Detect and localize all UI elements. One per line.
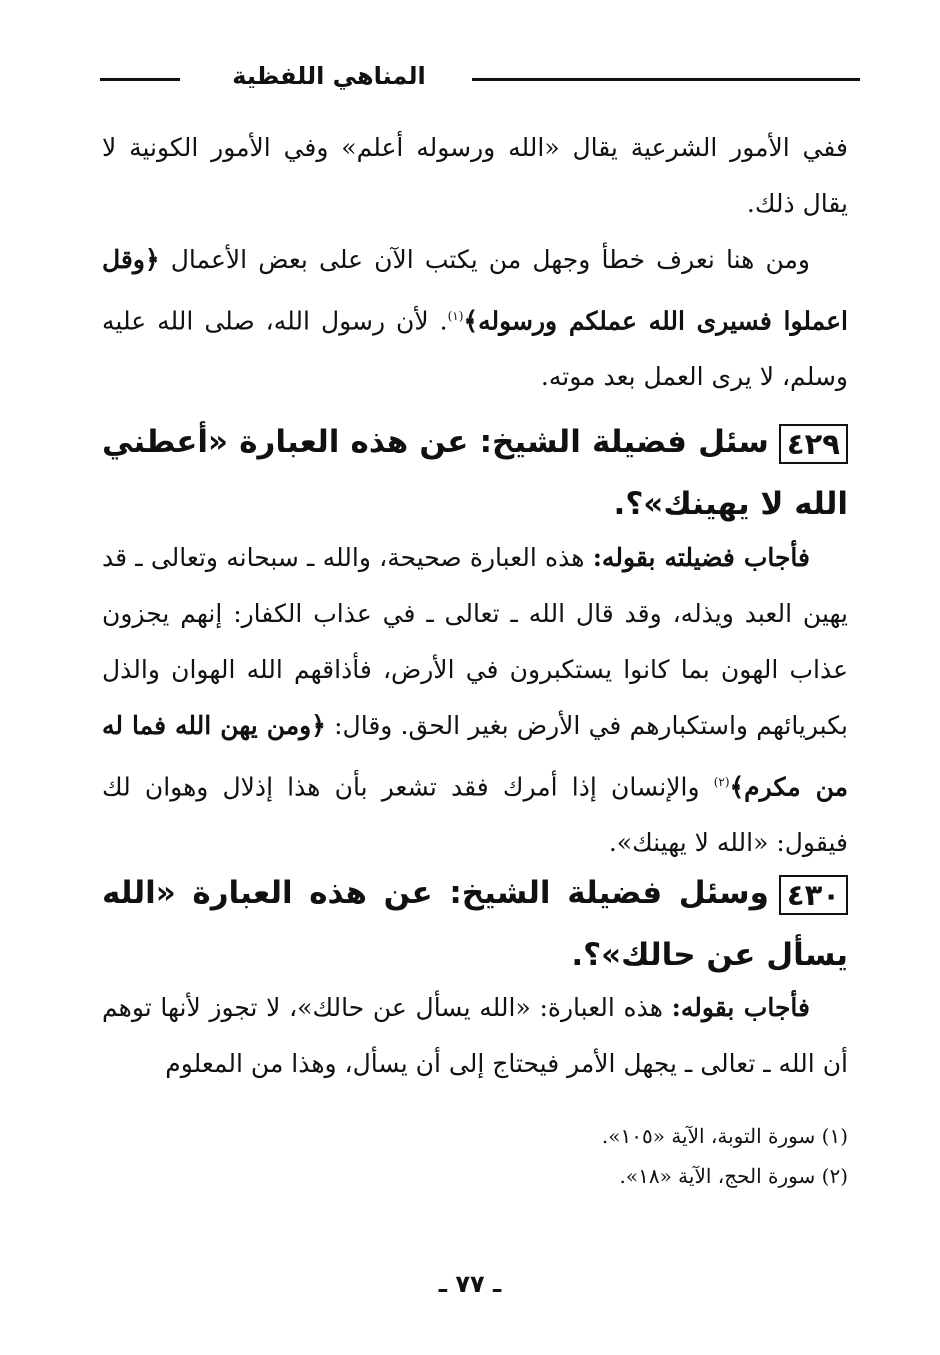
answer-430 (102, 980, 848, 1092)
intro-paragraph-2 (102, 232, 848, 405)
answer-429 (102, 530, 848, 871)
intro-section (102, 120, 848, 405)
running-header (100, 58, 860, 98)
answer-430-text-1: هذه العبارة: «الله يسأل عن حالك»، لا تجوز لأنها توهم أن الله ـ تعالى ـ يجهل الأمر فيحتاج إلى أن يسأل، وهذا من المعلوم (102, 993, 848, 1078)
question-429 (102, 411, 848, 535)
footnote-ref-2: (٢) (713, 775, 730, 789)
footnote-1: (١) سورة التوبة، الآية «١٠٥». (601, 1124, 848, 1148)
answer-430-lead: فأجاب بقوله: (671, 993, 810, 1022)
footnote-2: (٢) سورة الحج، الآية «١٨». (619, 1164, 848, 1188)
footnotes (102, 1116, 848, 1196)
intro-paragraph-2-text: ومن هنا نعرف خطأ وجهل من يكتب الآن على بعض الأعمال (170, 245, 810, 274)
footnote-ref-1: (١) (447, 309, 464, 323)
question-number-429: ٤٢٩ (779, 424, 848, 464)
header-rule-long (472, 78, 860, 81)
question-430-text: وسئل فضيلة الشيخ: عن هذه العبارة «الله يسأل عن حالك»؟. (102, 875, 848, 973)
answer-430-paragraph (102, 980, 848, 1092)
answer-429-lead: فأجاب فضيلته بقوله: (592, 543, 811, 572)
quran-verse-2: ﴿ومن يهن الله فما له من مكرم﴾ (102, 711, 849, 802)
question-number-430: ٤٣٠ (779, 875, 848, 915)
answer-429-text-2: والإنسان إذا أمرك فقد تشعر بأن هذا إذلال وهوان لك فيقول: «الله لا يهينك». (102, 772, 848, 858)
page-number: ـ ٧٧ ـ (438, 1270, 502, 1298)
intro-paragraph-2-end: . لأن رسول الله، صلى الله عليه وسلم، لا يرى العمل بعد موته. (102, 306, 848, 392)
header-rule-short (100, 78, 180, 81)
running-title: المناهي اللفظية (232, 62, 426, 90)
answer-429-text-1: هذه العبارة صحيحة، والله ـ سبحانه وتعالى ـ قد يهين العبد ويذله، وقد قال الله ـ تعالى ـ في عذاب الكفار: إنهم يجزون عذاب الهون بما كانوا يستكبرون في الأرض، فأذاقهم الله الهوان والذل بكبريائهم واستكبارهم في الأرض بغير الحق. وقال: (102, 543, 848, 740)
answer-429-paragraph (102, 530, 848, 871)
question-430 (102, 862, 848, 986)
quran-verse-1: ﴿وقل اعملوا فسيرى الله عملكم ورسوله﴾ (102, 245, 848, 336)
intro-paragraph-1: ففي الأمور الشرعية يقال «الله ورسوله أعلم» وفي الأمور الكونية لا يقال ذلك. (102, 133, 848, 218)
question-429-text: سئل فضيلة الشيخ: عن هذه العبارة «أعطني الله لا يهينك»؟. (102, 424, 848, 522)
